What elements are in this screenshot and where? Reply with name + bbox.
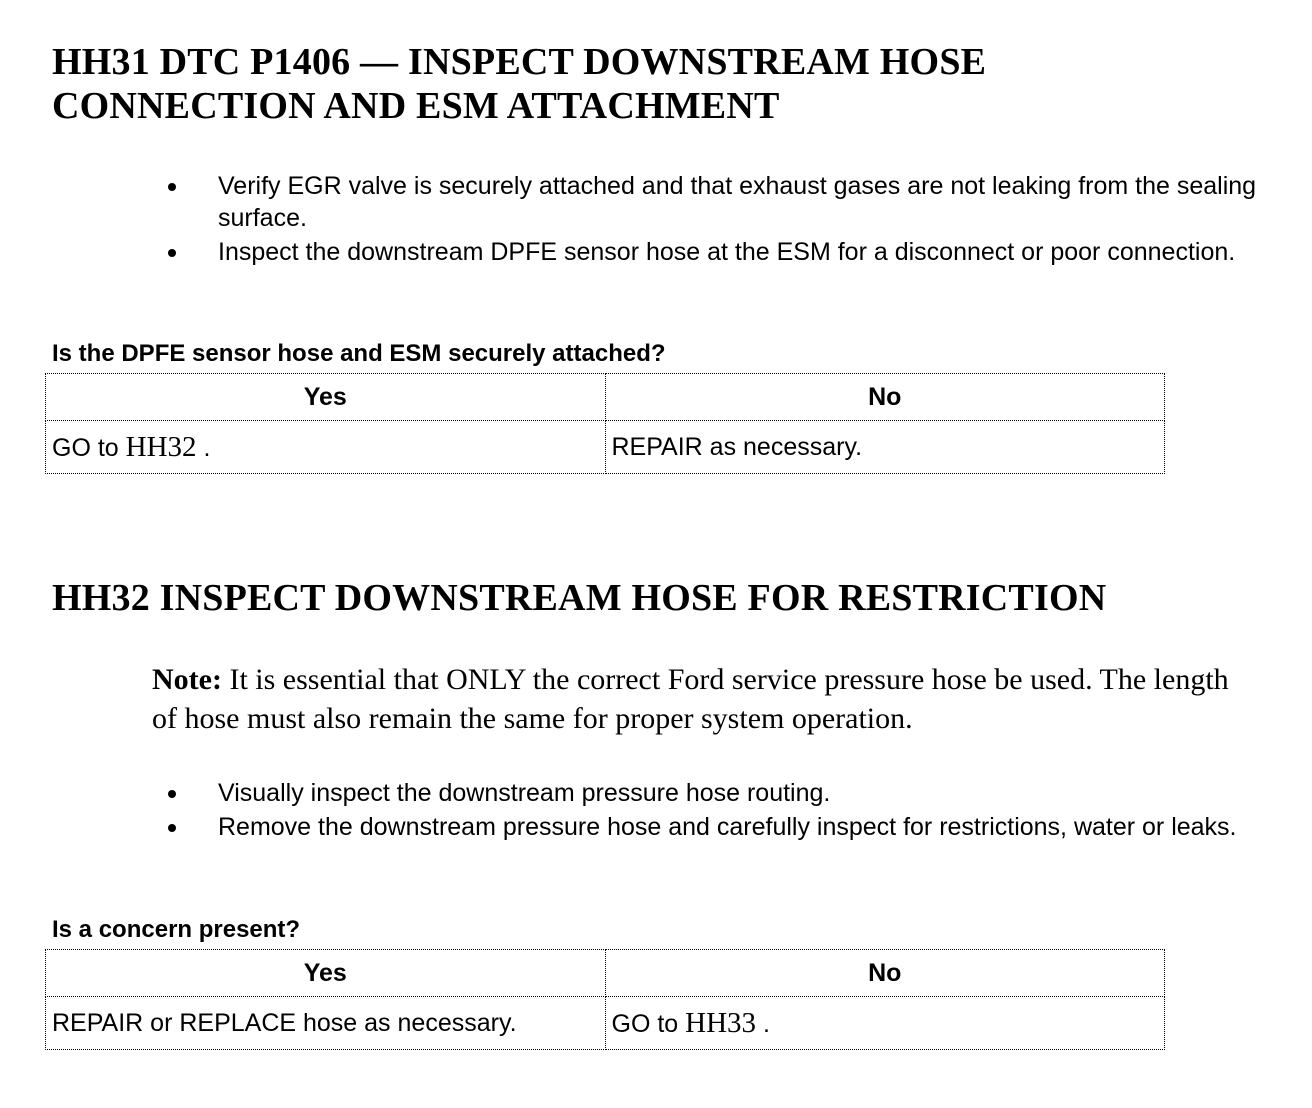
list-item-text: Verify EGR valve is securely attached and that exhaust gases are not leaking from the sealing surface.: [218, 172, 1257, 232]
table-header-row: [46, 950, 1165, 997]
step-link-hh32[interactable]: HH32: [125, 430, 197, 463]
yes-cell: REPAIR or REPLACE hose as necessary.: [46, 997, 606, 1050]
decision-question: Is a concern present?: [52, 916, 301, 943]
list-item: [218, 170, 1258, 234]
note-text: It is essential that ONLY the correct Ford service pressure hose be used. The length of hose must also remain the same for proper system operation.: [152, 663, 1229, 735]
yes-cell: [46, 421, 606, 474]
list-item: [218, 811, 1258, 843]
no-header: No: [605, 950, 1165, 997]
go-to-label: GO to: [611, 1009, 686, 1038]
link-suffix: .: [756, 1009, 770, 1038]
step-link-hh33[interactable]: HH33: [685, 1006, 757, 1039]
list-item: [218, 777, 1258, 809]
instruction-list: [218, 170, 1258, 270]
link-suffix: .: [196, 433, 211, 462]
section-heading-hh32: HH32 INSPECT DOWNSTREAM HOSE FOR RESTRICTION: [52, 577, 1107, 619]
note-label: Note:: [152, 663, 222, 696]
list-item-text: Remove the downstream pressure hose and carefully inspect for restrictions, water or leaks.: [218, 813, 1237, 841]
note-paragraph: [152, 660, 1252, 738]
no-cell: REPAIR as necessary.: [605, 421, 1165, 474]
instruction-list: [218, 777, 1258, 845]
decision-table: [45, 373, 1165, 474]
bullet-icon: [168, 824, 176, 832]
bullet-icon: [168, 790, 176, 798]
no-header: No: [605, 374, 1165, 421]
go-to-label: GO to: [52, 433, 126, 462]
table-header-row: [46, 374, 1165, 421]
list-item: [218, 236, 1258, 268]
bullet-icon: [168, 249, 176, 257]
decision-question: Is the DPFE sensor hose and ESM securely attached?: [52, 340, 666, 367]
bullet-icon: [168, 183, 176, 191]
decision-table: [45, 949, 1165, 1050]
yes-header: Yes: [46, 950, 606, 997]
section-heading-hh31: HH31 DTC P1406 — INSPECT DOWNSTREAM HOSE CONNECTION AND ESM ATTACHMENT: [52, 41, 987, 127]
no-cell: [605, 997, 1165, 1050]
list-item-text: Visually inspect the downstream pressure hose routing.: [218, 779, 831, 807]
yes-header: Yes: [46, 374, 606, 421]
table-row: [46, 421, 1165, 474]
list-item-text: Inspect the downstream DPFE sensor hose at the ESM for a disconnect or poor connection.: [218, 238, 1236, 266]
table-row: [46, 997, 1165, 1050]
